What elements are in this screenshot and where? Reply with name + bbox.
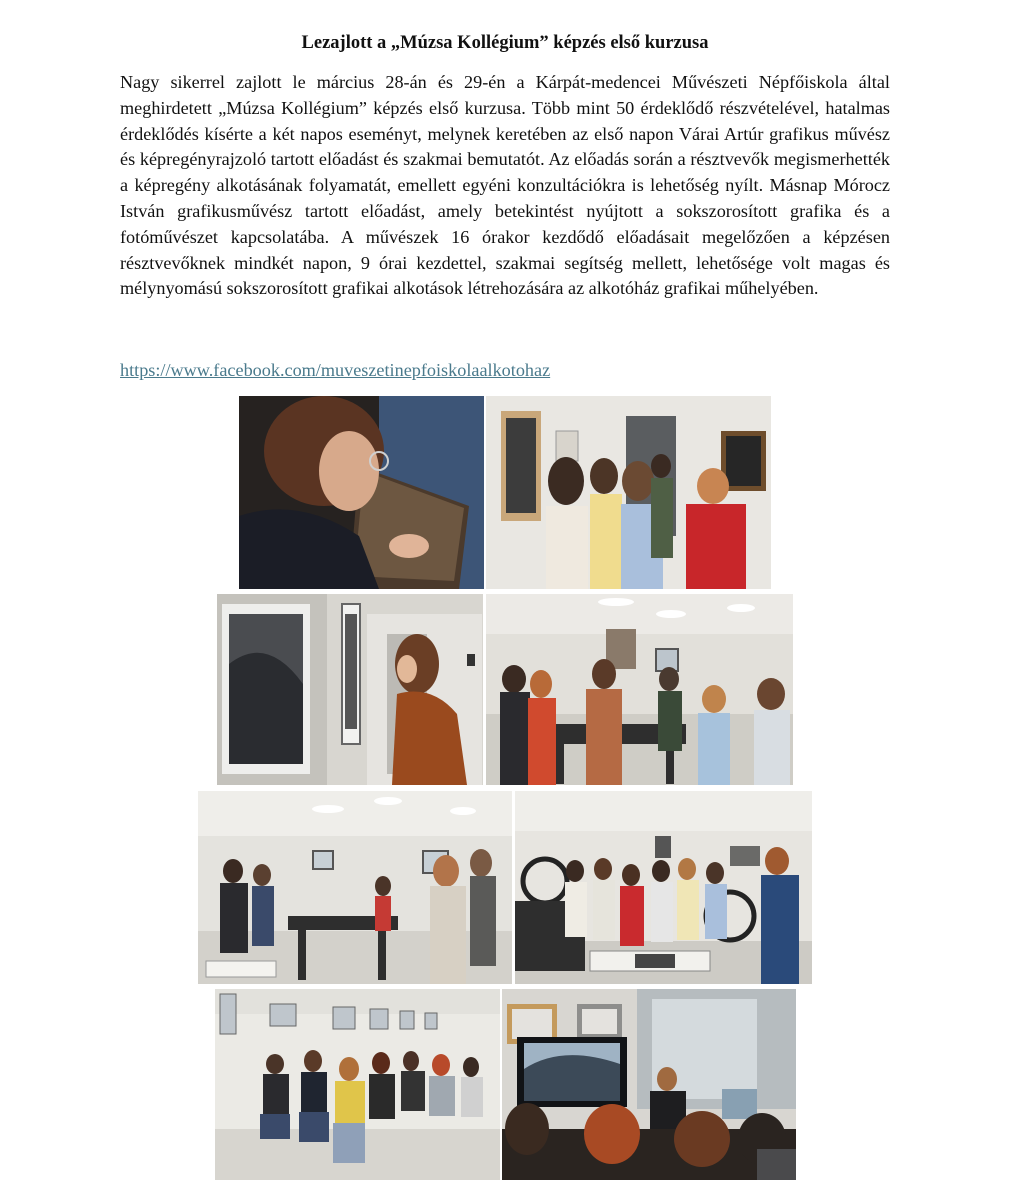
photo-lecture-screen-presentation [502, 989, 796, 1180]
facebook-link[interactable]: https://www.facebook.com/muveszetinepfoiskolaalkotohaz [120, 360, 551, 380]
photo-artist-engraving-plate [239, 396, 484, 589]
photo-audience-seated-lecture [215, 989, 500, 1180]
photo-children-viewing-gallery [486, 396, 771, 589]
photo-workshop-wide-view [198, 791, 512, 984]
photo-students-holding-prints [515, 791, 812, 984]
photo-group-in-print-workshop [486, 594, 793, 785]
article-body: Nagy sikerrel zajlott le március 28-án és 29-én a Kárpát-medencei Művészeti Népfőiskola által meghirdetett „Múzsa Kollégium” képzés első kurzusa. Több mint 50 érdeklődő részvételével, hatalmas érdeklődés kísérte a két napos eseményt, melynek keretében az első napon Várai Artúr grafikus művész és képregényrajzoló tartott előadást és szakmai bemutatót. Az előadás során a résztvevők megismerhették a képregény alkotásának folyamatát, emellett egyéni konzultációkra is lehetőség nyílt. Másnap Mórocz István grafikusművész tartott előadást, amely betekintést nyújtott a sokszorosított grafika és a fotóművészet kapcsolatába. A művészek 16 órakor kezdődő előadásait megelőzően a képzésen résztvevőknek mindkét napon, 9 órai kezdettel, szakmai segítség mellett, lehetősége volt magas és mélynyomású sokszorosított grafikai alkotások létrehozására az alkotóház grafikai műhelyében. [120, 72, 890, 299]
article-title: Lezajlott a „Múzsa Kollégium” képzés első kurzusa [301, 33, 709, 53]
photo-girl-viewing-framed-prints [217, 594, 483, 785]
